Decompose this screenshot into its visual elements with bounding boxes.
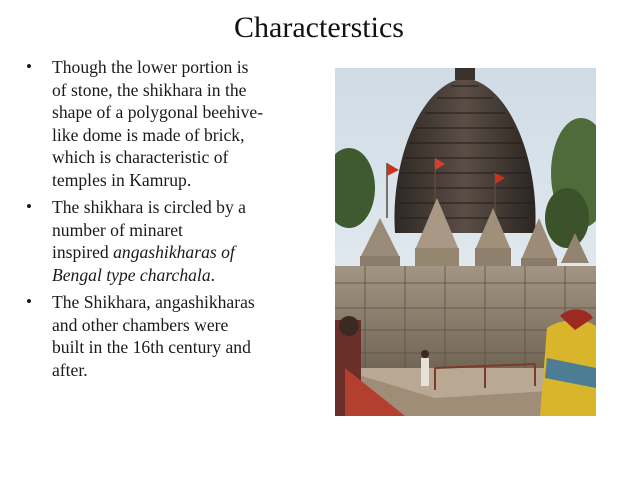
bullet-list (26, 56, 316, 386)
bullet-line: Though the lower portion is (52, 57, 249, 77)
bullet-line: after. (52, 359, 88, 380)
bullet-line: number of minaret (52, 219, 183, 240)
bullet-icon: • (26, 57, 32, 76)
bullet-line: inspired (52, 242, 114, 262)
bullet-icon: • (26, 292, 32, 311)
bullet-item-1 (26, 56, 316, 191)
bullet-line: of stone, the shikhara in the (52, 79, 247, 100)
bullet-line: shape of a polygonal beehive- (52, 102, 264, 122)
bullet-italic-text: angashikharas of (113, 242, 235, 262)
bullet-line: . (210, 264, 216, 285)
bullet-line: temples in Kamrup. (52, 169, 192, 190)
bullet-icon: • (26, 197, 32, 216)
temple-photo-illustration (335, 68, 596, 416)
bullet-line: The Shikhara, angashikharas (52, 292, 255, 312)
bullet-item-2 (26, 196, 316, 286)
bullet-item-3 (26, 291, 316, 381)
bullet-italic-text: Bengal type charchala (52, 264, 211, 285)
temple-photo (335, 68, 596, 416)
slide-title: Characterstics (234, 11, 404, 44)
bullet-line: and other chambers were (52, 314, 229, 335)
bullet-line: which is characteristic of (52, 147, 229, 167)
bullet-line: built in the 16th century and (52, 337, 251, 357)
bullet-line: The shikhara is circled by a (52, 197, 246, 217)
bullet-line: like dome is made of brick, (52, 124, 245, 145)
